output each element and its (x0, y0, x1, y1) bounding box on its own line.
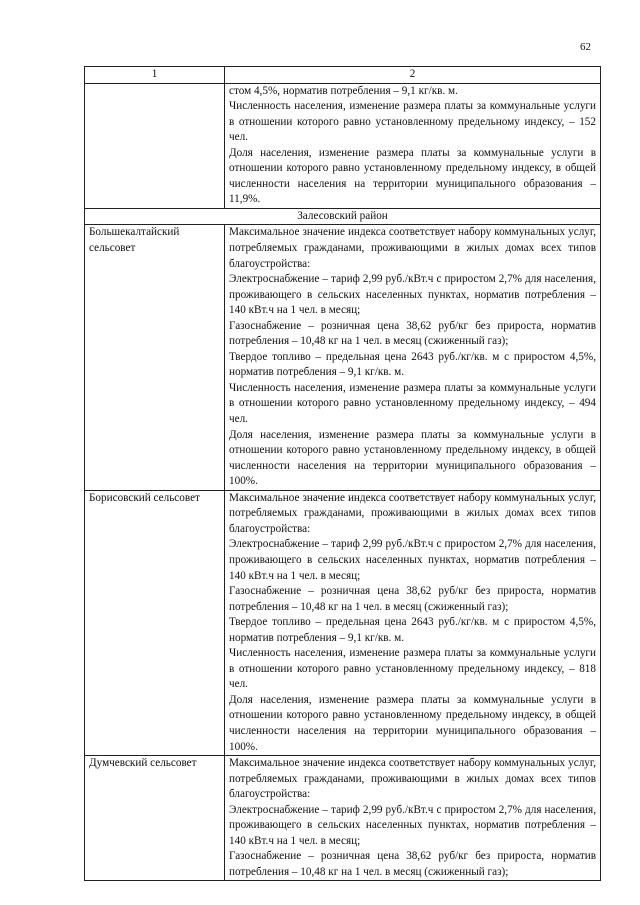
description-paragraph: Электроснабжение – тариф 2,99 руб./кВт.ч с приростом 2,7% для населения, проживающего в сельских населенных пунктах, норматив потребления – 140 кВт.ч на 1 чел. в месяц; (229, 538, 596, 582)
table-row (85, 225, 601, 490)
description-paragraph: Газоснабжение – розничная цена 38,62 руб/кг без прироста, норматив потребления – 10,48 кг на 1 чел. в месяц (сжиженный газ); (229, 319, 596, 348)
description-paragraph: Численность населения, изменение размера платы за коммунальные услуги в отношении которого равно установленному предельному индексу, – 152 чел. (229, 100, 596, 144)
description-paragraph: Доля населения, изменение размера платы за коммунальные услуги в отношении которого равно установленному предельному индексу, в общей численности населения на территории муниципального образования – 100%. (229, 693, 596, 753)
description-paragraph: Численность населения, изменение размера платы за коммунальные услуги в отношении которого равно установленному предельному индексу, – 818 чел. (229, 647, 596, 691)
page-number: 62 (580, 41, 591, 53)
column-header-1: 1 (85, 67, 225, 84)
region-title-row (85, 208, 601, 225)
municipality-name-cell: Большекалтайский сельсовет (85, 225, 225, 490)
description-paragraph: Доля населения, изменение размера платы за коммунальные услуги в отношении которого равно установленному предельному индексу, в общей численности населения на территории муниципального образования – 100%. (229, 428, 596, 488)
description-cell (225, 83, 601, 208)
table-row (85, 83, 601, 208)
table-row (85, 490, 601, 755)
region-title: Залесовский район (85, 208, 601, 225)
description-paragraph: Электроснабжение – тариф 2,99 руб./кВт.ч с приростом 2,7% для населения, проживающего в сельских населенных пунктах, норматив потребления – 140 кВт.ч на 1 чел. в месяц; (229, 273, 596, 317)
description-cell (225, 490, 601, 755)
column-header-2: 2 (225, 67, 601, 84)
municipality-name-cell (85, 83, 225, 208)
description-cell (225, 756, 601, 881)
description-paragraph: Максимальное значение индекса соответствует набору коммунальных услуг, потребляемых гражданами, проживающими в жилых домах всех типов благоустройства: (229, 226, 596, 270)
description-paragraph: Газоснабжение – розничная цена 38,62 руб/кг без прироста, норматив потребления – 10,48 кг на 1 чел. в месяц (сжиженный газ); (229, 585, 596, 613)
table-row (85, 756, 601, 881)
municipality-name-cell: Думчевский сельсовет (85, 756, 225, 881)
table-header-row (85, 67, 601, 84)
document-table (84, 66, 601, 881)
description-paragraph: Максимальное значение индекса соответствует набору коммунальных услуг, потребляемых гражданами, проживающими в жилых домах всех типов благоустройства: (229, 491, 596, 535)
description-paragraph: Доля населения, изменение размера платы за коммунальные услуги в отношении которого равно установленному предельному индексу, в общей численности населения на территории муниципального образования – 11,9%. (229, 146, 596, 206)
description-cell (225, 225, 601, 490)
description-paragraph: Газоснабжение – розничная цена 38,62 руб/кг без прироста, норматив потребления – 10,48 кг на 1 чел. в месяц (сжиженный газ); (229, 850, 596, 878)
municipality-name-cell: Борисовский сельсовет (85, 490, 225, 755)
description-paragraph: Численность населения, изменение размера платы за коммунальные услуги в отношении которого равно установленному предельному индексу, – 494 чел. (229, 381, 596, 426)
description-paragraph: Твердое топливо – предельная цена 2643 руб./кг/кв. м с приростом 4,5%, норматив потребления – 9,1 кг/кв. м. (229, 350, 596, 379)
description-paragraph: стом 4,5%, норматив потребления – 9,1 кг/кв. м. (229, 84, 458, 97)
description-paragraph: Максимальное значение индекса соответствует набору коммунальных услуг, потребляемых гражданами, проживающими в жилых домах всех типов благоустройства: (229, 757, 596, 801)
description-paragraph: Электроснабжение – тариф 2,99 руб./кВт.ч с приростом 2,7% для населения, проживающего в сельских населенных пунктах, норматив потребления – 140 кВт.ч на 1 чел. в месяц; (229, 803, 596, 847)
description-paragraph: Твердое топливо – предельная цена 2643 руб./кг/кв. м с приростом 4,5%, норматив потребления – 9,1 кг/кв. м. (229, 616, 596, 644)
